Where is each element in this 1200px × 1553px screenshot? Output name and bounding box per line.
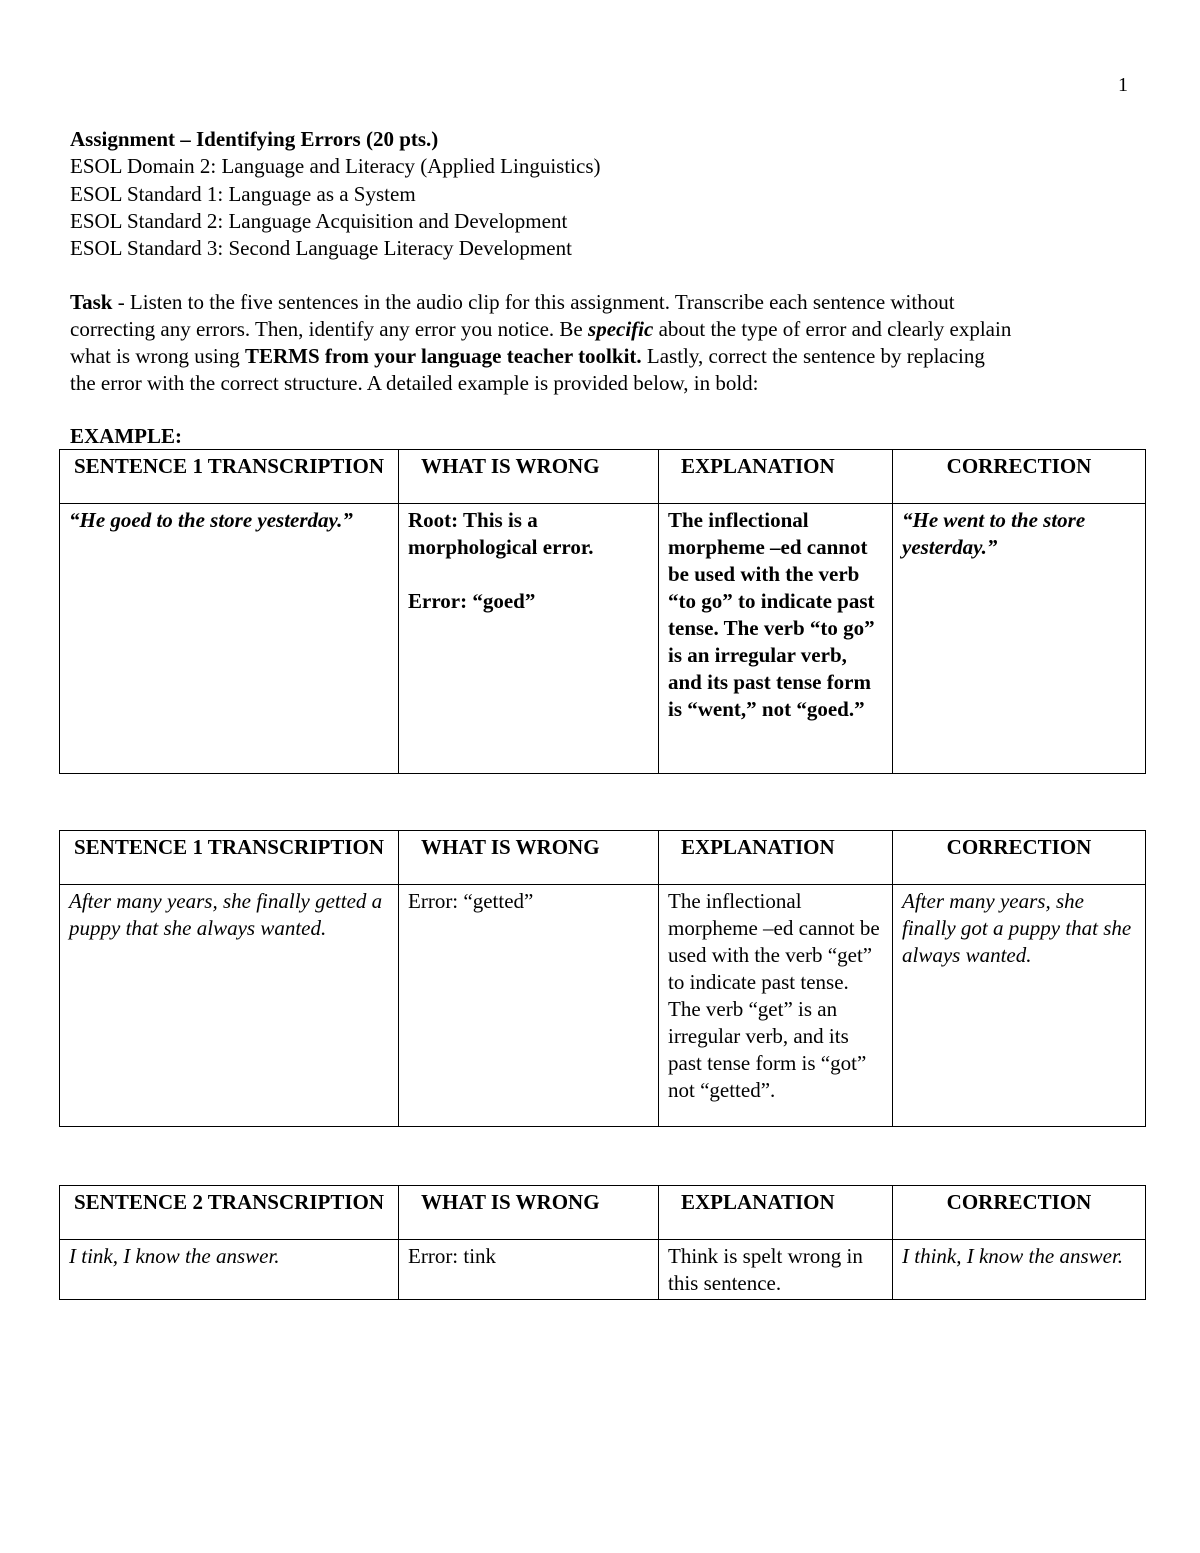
task-terms: TERMS from your language teacher toolkit. xyxy=(245,344,642,368)
assignment-header xyxy=(70,126,601,262)
example-root: Root: This is a morphological error. xyxy=(408,508,594,559)
sentence-2-transcription: I tink, I know the answer. xyxy=(60,1240,399,1300)
sentence-1-table xyxy=(59,830,1146,1127)
esol-standard-1: ESOL Standard 1: Language as a System xyxy=(70,181,416,206)
esol-standard-2: ESOL Standard 2: Language Acquisition and Development xyxy=(70,208,568,233)
task-line-1: - Listen to the five sentences in the audio clip for this assignment. Transcribe each sentence without xyxy=(112,290,955,314)
header-explanation: EXPLANATION xyxy=(659,1186,893,1240)
example-what-is-wrong xyxy=(399,504,659,774)
header-what-is-wrong: WHAT IS WRONG xyxy=(399,1186,659,1240)
task-line-2b: about the type of error and clearly explain xyxy=(653,317,1012,341)
task-line-3a: what is wrong using xyxy=(70,344,245,368)
task-line-3b: Lastly, correct the sentence by replacing xyxy=(641,344,985,368)
table-header-row xyxy=(60,831,1146,885)
header-transcription: SENTENCE 1 TRANSCRIPTION xyxy=(60,450,399,504)
example-explanation: The inflectional morpheme –ed cannot be used with the verb “to go” to indicate past tense. The verb “to go” is an irregular verb, and its past tense form is “went,” not “goed.” xyxy=(659,504,893,774)
sentence-2-what-is-wrong: Error: tink xyxy=(399,1240,659,1300)
sentence-1-transcription: After many years, she finally getted a puppy that she always wanted. xyxy=(60,885,399,1127)
header-explanation: EXPLANATION xyxy=(659,831,893,885)
table-header-row xyxy=(60,450,1146,504)
example-label: EXAMPLE: xyxy=(70,424,182,448)
sentence-1-correction: After many years, she finally got a puppy that she always wanted. xyxy=(893,885,1146,1127)
header-transcription: SENTENCE 2 TRANSCRIPTION xyxy=(60,1186,399,1240)
sentence-2-table xyxy=(59,1185,1146,1300)
task-label: Task xyxy=(70,290,113,314)
table-header-row xyxy=(60,1186,1146,1240)
example-table xyxy=(59,449,1146,774)
header-what-is-wrong: WHAT IS WRONG xyxy=(399,831,659,885)
header-correction: CORRECTION xyxy=(893,831,1146,885)
sentence-2-correction: I think, I know the answer. xyxy=(893,1240,1146,1300)
esol-domain: ESOL Domain 2: Language and Literacy (Applied Linguistics) xyxy=(70,154,601,179)
header-correction: CORRECTION xyxy=(893,1186,1146,1240)
header-what-is-wrong: WHAT IS WRONG xyxy=(399,450,659,504)
table-row xyxy=(60,1240,1146,1300)
assignment-title: Assignment – Identifying Errors (20 pts.) xyxy=(70,127,439,151)
header-correction: CORRECTION xyxy=(893,450,1146,504)
task-line-4: the error with the correct structure. A detailed example is provided below, in bold: xyxy=(70,371,759,395)
task-line-2a: correcting any errors. Then, identify any error you notice. Be xyxy=(70,317,589,341)
sentence-1-what-is-wrong: Error: “getted” xyxy=(399,885,659,1127)
header-transcription: SENTENCE 1 TRANSCRIPTION xyxy=(60,831,399,885)
task-instructions xyxy=(70,289,1145,397)
example-transcription: “He goed to the store yesterday.” xyxy=(60,504,399,774)
task-specific: specific xyxy=(588,317,654,341)
page-number: 1 xyxy=(1118,74,1128,96)
table-row xyxy=(60,885,1146,1127)
header-explanation: EXPLANATION xyxy=(659,450,893,504)
esol-standard-3: ESOL Standard 3: Second Language Literacy Development xyxy=(70,236,572,261)
table-row xyxy=(60,504,1146,774)
sentence-2-explanation: Think is spelt wrong in this sentence. xyxy=(659,1240,893,1300)
example-error: Error: “goed” xyxy=(408,589,536,613)
sentence-1-explanation: The inflectional morpheme –ed cannot be used with the verb “get” to indicate past tense. The verb “get” is an irregular verb, and its past tense form is “got” not “getted”. xyxy=(659,885,893,1127)
example-correction: “He went to the store yesterday.” xyxy=(893,504,1146,774)
